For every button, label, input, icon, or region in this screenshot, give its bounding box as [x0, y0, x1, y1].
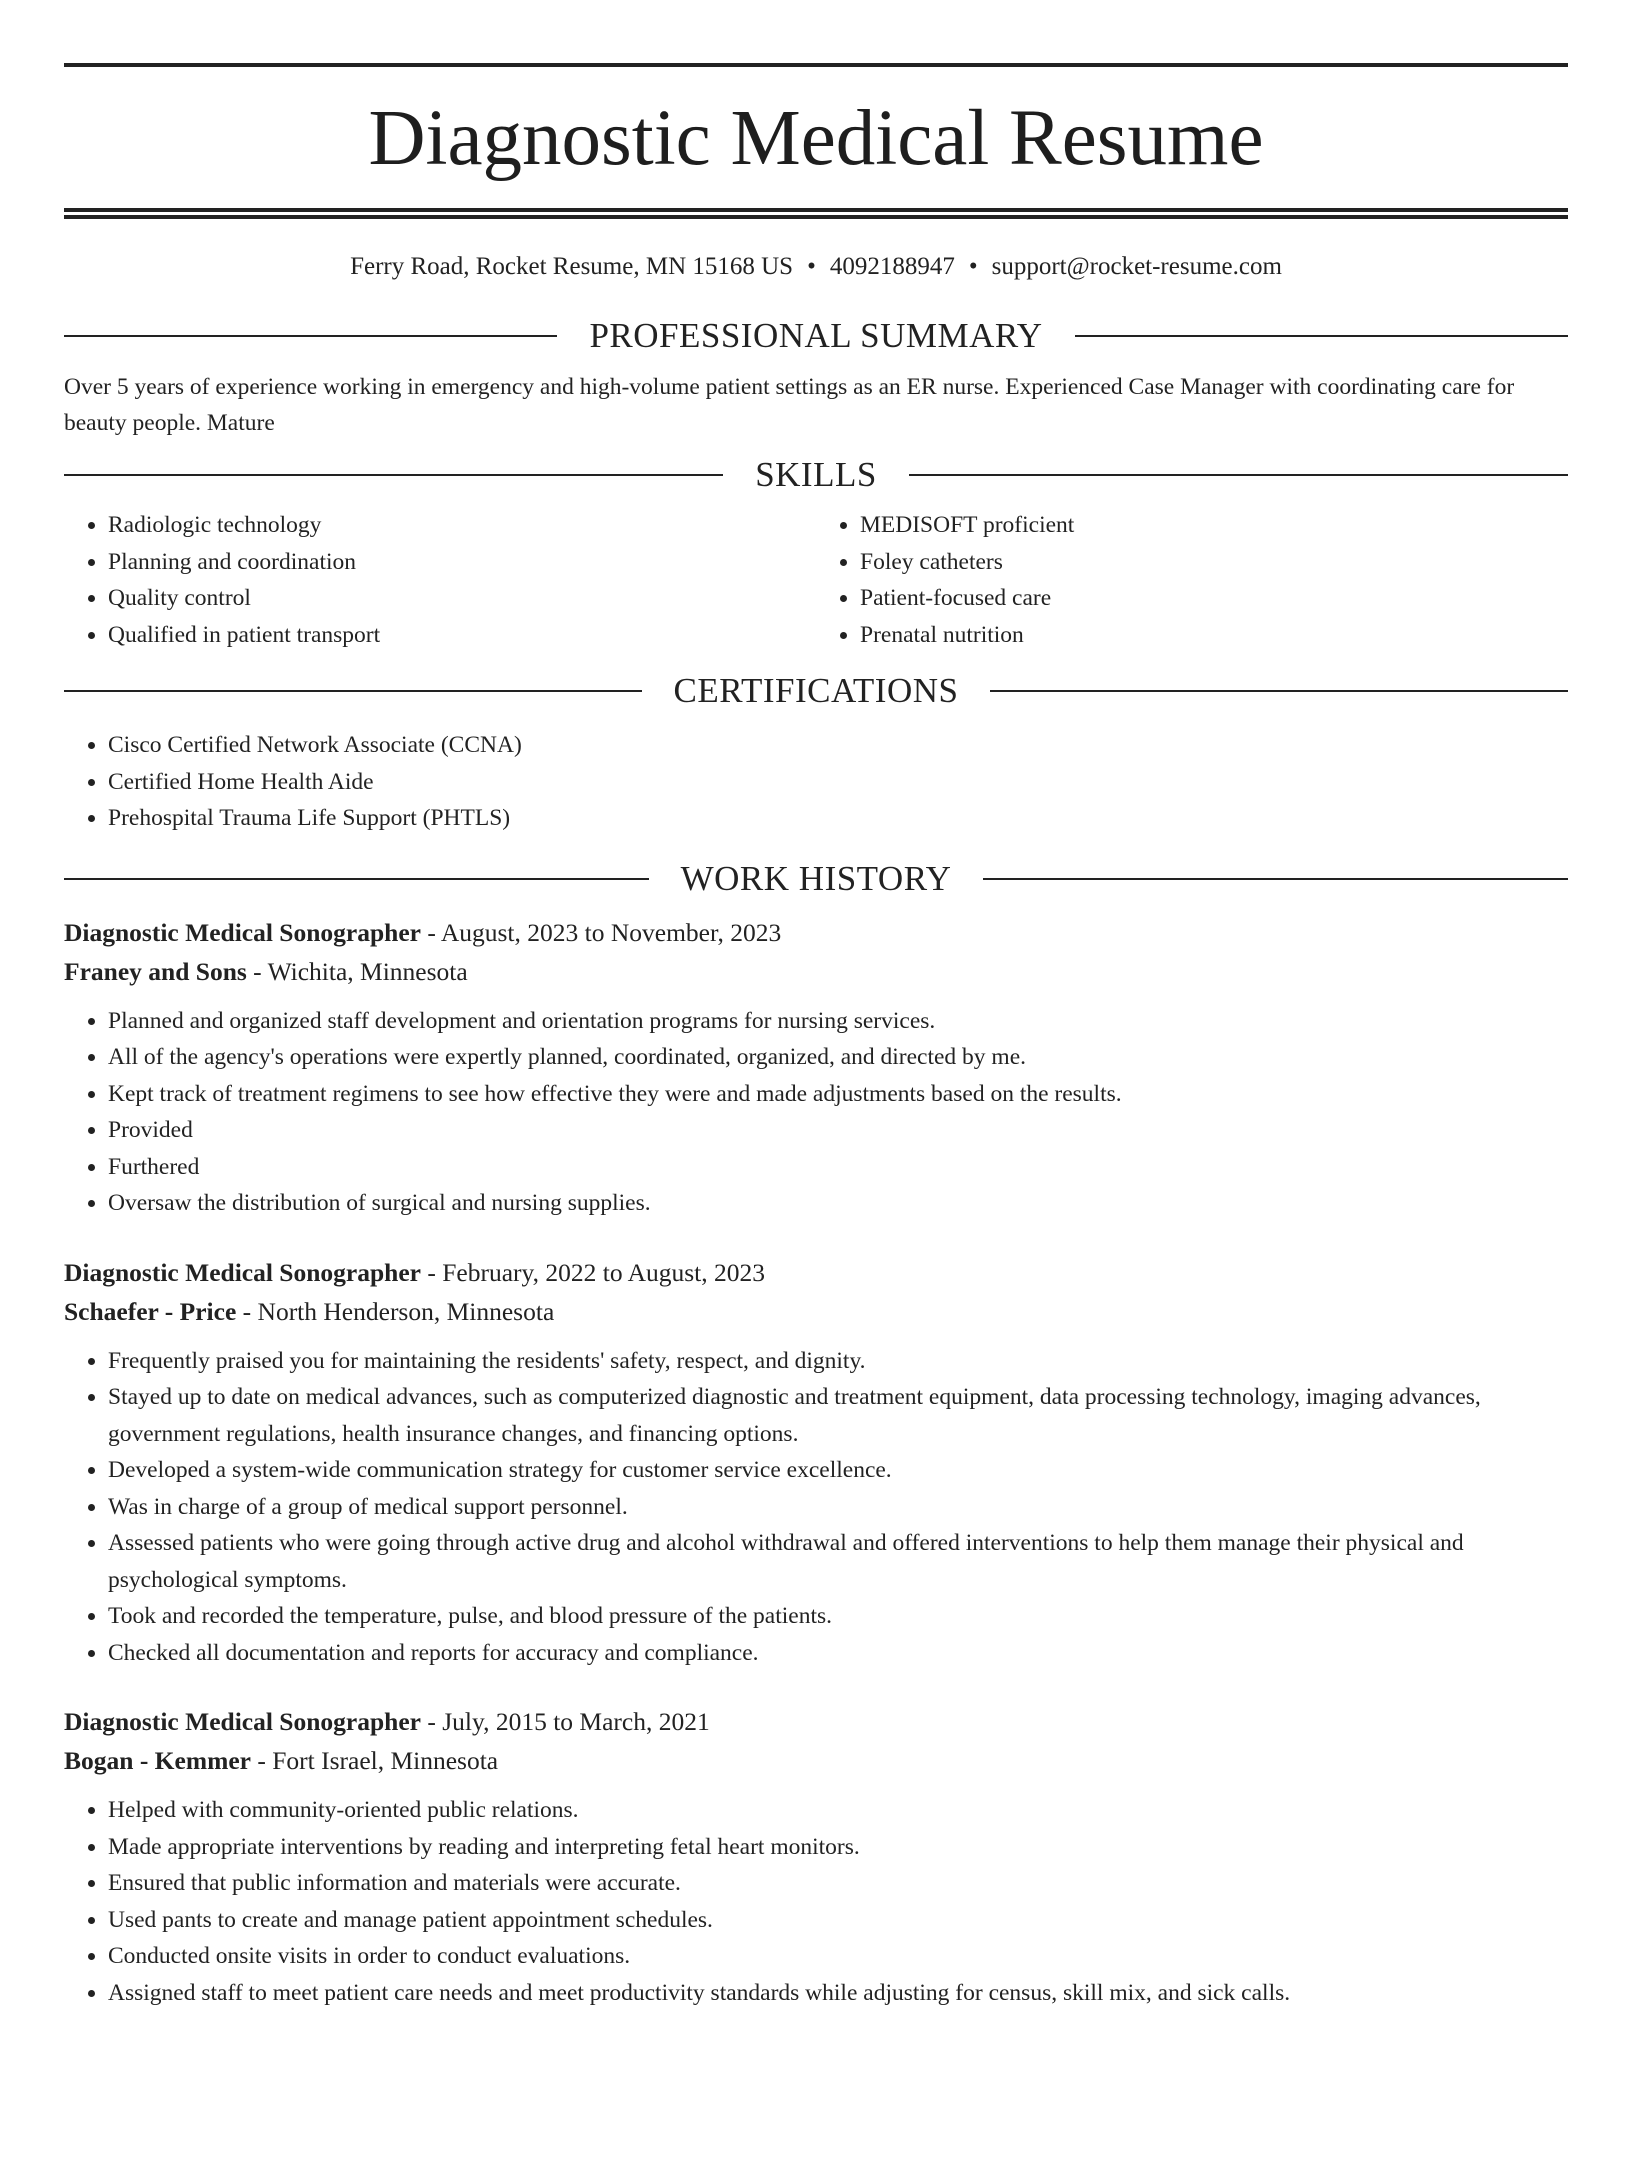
job-location: - Fort Israel, Minnesota	[250, 1746, 499, 1775]
contact-phone[interactable]: 4092188947	[829, 253, 955, 280]
list-item: • Qualified in patient transport	[108, 617, 816, 654]
list-item: • Used pants to create and manage patient appointment schedules.	[108, 1902, 1568, 1939]
list-item: • Planned and organized staff development and orientation programs for nursing services.	[108, 1003, 1568, 1040]
list-item: • Helped with community-oriented public relations.	[108, 1792, 1568, 1829]
heading-rule	[64, 335, 557, 337]
list-item: • Developed a system-wide communication strategy for customer service excellence.	[108, 1452, 1568, 1489]
job-dates: - August, 2023 to November, 2023	[421, 917, 782, 947]
job-company-line	[64, 952, 1568, 991]
list-item: • Cisco Certified Network Associate (CCNA)	[108, 727, 1568, 764]
job-company: Franey and Sons	[64, 956, 247, 986]
job-company: Schaefer - Price	[64, 1296, 237, 1326]
skills-right-column	[816, 507, 1568, 653]
contact-separator: •	[807, 253, 816, 280]
job-entry	[64, 913, 1568, 1222]
contact-separator: •	[968, 253, 978, 280]
contact-email[interactable]: support@rocket-resume.com	[991, 253, 1282, 280]
heading-rule	[990, 690, 1568, 692]
job-bullets	[64, 1343, 1568, 1672]
list-item: • Conducted onsite visits in order to conduct evaluations.	[108, 1938, 1568, 1975]
job-company-line	[64, 1292, 1568, 1331]
job-company: Bogan - Kemmer	[64, 1746, 251, 1775]
work-heading	[64, 859, 1568, 899]
list-item: • Frequently praised you for maintaining the residents' safety, respect, and dignity.	[108, 1343, 1568, 1380]
certifications-heading	[64, 671, 1568, 711]
list-item: • Was in charge of a group of medical support personnel.	[108, 1489, 1568, 1526]
list-item: • Stayed up to date on medical advances, such as computerized diagnostic and treatment equipment, data processing technology, imaging advances, government regulations, health insurance changes, and financing options.	[108, 1379, 1568, 1452]
heading-rule	[1075, 335, 1568, 337]
summary-heading-label: PROFESSIONAL SUMMARY	[589, 316, 1043, 355]
list-item: • Foley catheters	[860, 544, 1568, 581]
heading-rule	[64, 690, 642, 692]
list-item: • Assessed patients who were going through active drug and alcohol withdrawal and offered interventions to help them manage their physical and psychological symptoms.	[108, 1525, 1568, 1598]
job-company-line	[64, 1741, 1568, 1780]
list-item: • Patient-focused care	[860, 580, 1568, 617]
list-item: • Checked all documentation and reports for accuracy and compliance.	[108, 1635, 1568, 1672]
contact-line	[64, 253, 1568, 281]
list-item: • MEDISOFT proficient	[860, 507, 1568, 544]
skills-heading-label: SKILLS	[755, 455, 877, 494]
skills-list	[64, 507, 1568, 653]
list-item: • All of the agency's operations were expertly planned, coordinated, organized, and directed by me.	[108, 1039, 1568, 1076]
list-item: • Prenatal nutrition	[860, 617, 1568, 654]
job-location: - Wichita, Minnesota	[246, 956, 468, 986]
summary-heading	[64, 316, 1568, 356]
job-entry	[64, 1702, 1568, 2011]
contact-address: Ferry Road, Rocket Resume, MN 15168 US	[350, 253, 794, 280]
skills-left-column	[64, 507, 816, 653]
job-bullets	[64, 1792, 1568, 2011]
heading-rule	[909, 474, 1568, 476]
job-dates: - July, 2015 to March, 2021	[421, 1707, 710, 1736]
list-item: • Prehospital Trauma Life Support (PHTLS)	[108, 800, 1568, 837]
list-item: • Assigned staff to meet patient care needs and meet productivity standards while adjusting for census, skill mix, and sick calls.	[108, 1975, 1568, 2012]
heading-rule	[64, 474, 723, 476]
job-dates: - February, 2022 to August, 2023	[421, 1257, 765, 1287]
job-title: Diagnostic Medical Sonographer	[64, 917, 421, 947]
resume-page	[0, 63, 1632, 2175]
list-item: • Made appropriate interventions by reading and interpreting fetal heart monitors.	[108, 1829, 1568, 1866]
resume-title: Diagnostic Medical Resume	[368, 95, 1264, 182]
list-item: • Kept track of treatment regimens to see how effective they were and made adjustments based on the results.	[108, 1076, 1568, 1113]
list-item: • Quality control	[108, 580, 816, 617]
job-title-line	[64, 1253, 1568, 1292]
job-title: Diagnostic Medical Sonographer	[64, 1707, 421, 1736]
list-item: • Took and recorded the temperature, pulse, and blood pressure of the patients.	[108, 1598, 1568, 1635]
skills-heading	[64, 455, 1568, 495]
job-entry	[64, 1253, 1568, 1672]
certifications-list	[64, 727, 1568, 837]
list-item: • Provided	[108, 1112, 1568, 1149]
job-title: Diagnostic Medical Sonographer	[64, 1257, 421, 1287]
job-title-line	[64, 1702, 1568, 1741]
title-double-rule	[64, 208, 1568, 219]
heading-rule	[983, 878, 1568, 880]
job-title-line	[64, 913, 1568, 952]
list-item: • Radiologic technology	[108, 507, 816, 544]
list-item: • Furthered	[108, 1149, 1568, 1186]
list-item: • Planning and coordination	[108, 544, 816, 581]
job-bullets	[64, 1003, 1568, 1222]
list-item: • Certified Home Health Aide	[108, 764, 1568, 801]
job-location: - North Henderson, Minnesota	[236, 1296, 555, 1326]
heading-rule	[64, 878, 649, 880]
summary-text: Over 5 years of experience working in emergency and high-volume patient settings as an ER nurse. Experienced Case Manager with coordinating care for beauty people. Mature	[64, 374, 1515, 436]
list-item: • Ensured that public information and materials were accurate.	[108, 1865, 1568, 1902]
list-item: • Oversaw the distribution of surgical and nursing supplies.	[108, 1185, 1568, 1222]
certifications-heading-label: CERTIFICATIONS	[673, 671, 959, 710]
work-heading-label: WORK HISTORY	[680, 858, 952, 898]
